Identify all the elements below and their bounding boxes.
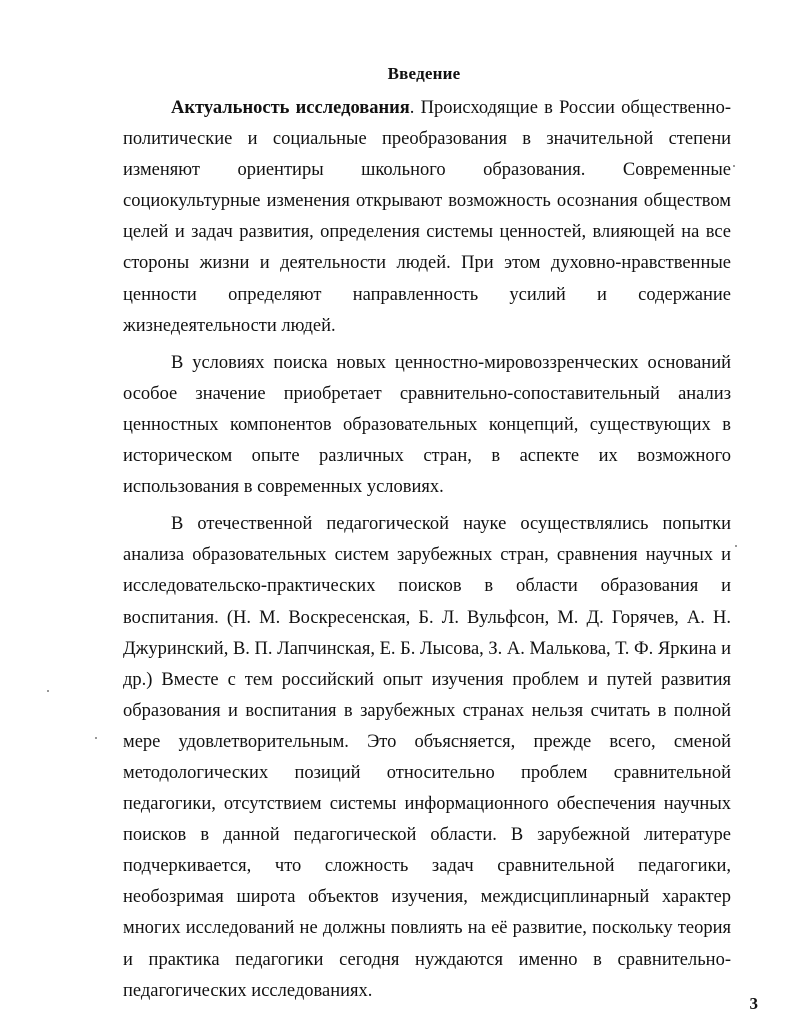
paragraph-values — [123, 348, 731, 503]
paragraph-text: В отечественной педагогической науке осуществлялись попытки анализа образовательных систем зарубежных стран, сравнения научных и исследовательско-практических поисков в области образования и воспитания. (Н. М. Воскресенская, Б. Л. Вульфсон, М. Д. Горячев, А. Н. Джуринский, В. П. Лапчинская, Е. Б. Лысова, З. А. Малькова, Т. Ф. Яркина и др.) Вместе с тем российский опыт изучения проблем и путей развития образования и воспитания в зарубежных странах нельзя считать в полной мере удовлетворительным. Это объясняется, прежде всего, сменой методологических позиций относительно проблем сравнительной педагогики, отсутствием системы информационного обеспечения научных поисков в данной педагогической области. В зарубежной литературе подчеркивается, что сложность задач сравнительной педагогики, необозримая широта объектов изучения, междисциплинарный характер многих исследований не должны повлиять на её развитие, поскольку теория и практика педагогики сегодня нуждаются именно в сравнительно-педагогических исследованиях. — [123, 514, 731, 1001]
scan-speck — [735, 545, 737, 547]
page-number: 3 — [749, 994, 758, 1013]
body-text — [123, 93, 731, 1007]
paragraph-text: . Происходящие в России общественно-политические и социальные преобразования в значительной степени изменяют ориентиры школьного образования. Современные социокультурные изменения открывают возможность осознания обществом целей и задач развития, определения системы ценностей, влияющей на все стороны жизни и деятельности людей. При этом духовно-нравственные ценности определяют направленность усилий и содержание жизнедеятельности людей. — [123, 98, 731, 336]
scan-speck — [47, 690, 49, 692]
paragraph-text: В условиях поиска новых ценностно-мировоззренческих оснований особое значение приобретает сравнительно-сопоставительный анализ ценностных компонентов образовательных концепций, существующих в историческом опыте различных стран, в аспекте их возможного использования в современных условиях. — [123, 352, 731, 498]
scan-speck — [95, 737, 97, 739]
paragraph-domestic-science — [123, 509, 731, 1007]
paragraph-lead: Актуальность исследования — [171, 98, 410, 118]
paragraph-relevance — [123, 93, 731, 342]
section-heading: Введение — [387, 64, 461, 83]
scan-speck — [733, 165, 735, 167]
